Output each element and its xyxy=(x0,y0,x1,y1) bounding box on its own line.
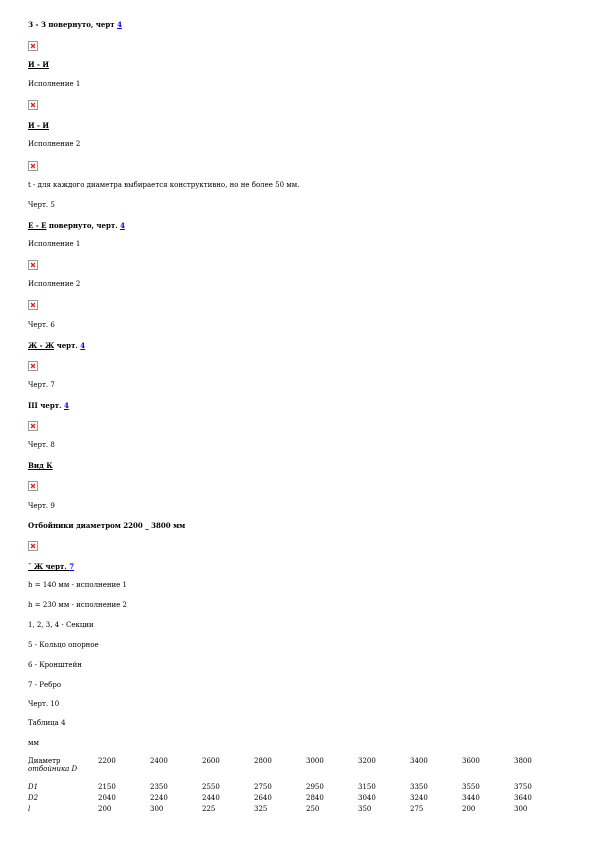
table-cell: 2950 xyxy=(306,783,324,791)
drawing-caption-6: Черт. 6 xyxy=(28,321,55,329)
broken-image-icon xyxy=(28,361,38,371)
section-heading-e xyxy=(28,221,125,230)
header-cell: 3000 xyxy=(306,757,324,765)
header-cell: 2400 xyxy=(150,757,168,765)
header-cell: 3600 xyxy=(462,757,480,765)
header-cell: 2800 xyxy=(254,757,272,765)
legend-item-rib: 7 - Ребро xyxy=(28,681,62,689)
table-cell: 3440 xyxy=(462,794,480,802)
drawing-caption-5: Черт. 5 xyxy=(28,201,55,209)
table-cell: 2350 xyxy=(150,783,168,791)
header-label xyxy=(28,757,98,773)
broken-image-icon xyxy=(28,421,38,431)
row-label: D1 xyxy=(28,783,39,791)
broken-image-icon xyxy=(28,260,38,270)
heading-text: повернуто, черт. xyxy=(46,221,121,230)
header-label-line: Диаметр xyxy=(28,757,61,765)
broken-image-icon xyxy=(28,300,38,310)
table-cell: 200 xyxy=(98,805,112,813)
heading-text: черт. xyxy=(54,341,81,350)
legend-item-sections: 1, 2, 3, 4 - Секции xyxy=(28,621,94,629)
header-cell: 3400 xyxy=(410,757,428,765)
heading-underlined: Е - Е xyxy=(28,221,47,230)
execution-label-1: Исполнение 1 xyxy=(28,240,81,248)
table-header-row xyxy=(28,757,566,773)
legend-item-h2: h = 230 мм - исполнение 2 xyxy=(28,601,127,609)
header-cell: 3200 xyxy=(358,757,376,765)
table-cell: 2550 xyxy=(202,783,220,791)
drawing-caption-7: Черт. 7 xyxy=(28,381,55,389)
table-cell: 275 xyxy=(410,805,424,813)
broken-image-icon xyxy=(28,161,38,171)
section-heading-view-k: Вид К xyxy=(28,461,53,470)
table-cell: 300 xyxy=(150,805,164,813)
legend-item-bracket: 6 - Кронштейн xyxy=(28,661,82,669)
drawing-link[interactable]: 4 xyxy=(63,401,69,410)
table-cell: 3550 xyxy=(462,783,480,791)
section-heading-i-1: И - И xyxy=(28,60,50,69)
section-heading-iii xyxy=(28,401,69,410)
table-cell: 3240 xyxy=(410,794,428,802)
table-cell: 2840 xyxy=(306,794,324,802)
drawing-caption-8: Черт. 8 xyxy=(28,441,55,449)
note-text: t - для каждого диаметра выбирается конструктивно, но не более 50 мм. xyxy=(28,181,300,189)
drawing-link[interactable]: 4 xyxy=(117,20,122,29)
table-cell: 2040 xyxy=(98,794,116,802)
header-label-line: отбойника D xyxy=(28,765,78,773)
table-cell: 300 xyxy=(514,805,528,813)
section-heading-zh-7 xyxy=(28,562,74,571)
broken-image-icon xyxy=(28,100,38,110)
table-caption: Таблица 4 xyxy=(28,719,66,727)
table-cell: 2640 xyxy=(254,794,272,802)
table-cell: 2150 xyxy=(98,783,116,791)
table-units: мм xyxy=(28,739,39,747)
drawing-caption-9: Черт. 9 xyxy=(28,502,55,510)
table-cell: 350 xyxy=(358,805,372,813)
table-cell: 250 xyxy=(306,805,320,813)
table-cell: 3350 xyxy=(410,783,428,791)
table-cell: 200 xyxy=(462,805,476,813)
broken-image-icon xyxy=(28,541,38,551)
dimensions-table xyxy=(28,757,566,813)
section-heading-z xyxy=(28,20,122,29)
header-cell: 3800 xyxy=(514,757,532,765)
broken-image-icon xyxy=(28,481,38,491)
table-cell: 3040 xyxy=(358,794,376,802)
table-row xyxy=(28,773,566,791)
drawing-link[interactable]: 4 xyxy=(80,341,86,350)
table-cell: 2750 xyxy=(254,783,272,791)
heading-underlined: Ж - Ж xyxy=(28,341,55,350)
heading-text: ¯ Ж черт. xyxy=(28,562,70,571)
execution-label-2: Исполнение 2 xyxy=(28,140,81,148)
table-cell: 325 xyxy=(254,805,268,813)
section-title: Отбойники диаметром 2200 _ 3800 мм xyxy=(28,521,186,530)
row-label: l xyxy=(28,805,31,813)
section-heading-i-2: И - И xyxy=(28,121,50,130)
drawing-link[interactable]: 4 xyxy=(120,221,125,230)
table-row xyxy=(28,802,566,813)
heading-text: З - З повернуто, черт xyxy=(28,20,118,29)
table-cell: 2440 xyxy=(202,794,220,802)
execution-label-1: Исполнение 1 xyxy=(28,80,81,88)
legend-item-h1: h = 140 мм - исполнение 1 xyxy=(28,581,127,589)
row-label: D2 xyxy=(28,794,39,802)
execution-label-2: Исполнение 2 xyxy=(28,280,81,288)
heading-text: III черт. xyxy=(28,401,64,410)
drawing-caption-10: Черт. 10 xyxy=(28,700,60,708)
table-row xyxy=(28,791,566,802)
table-cell: 3150 xyxy=(358,783,376,791)
table-cell: 2240 xyxy=(150,794,168,802)
header-cell: 2200 xyxy=(98,757,116,765)
header-cell: 2600 xyxy=(202,757,220,765)
table-cell: 3640 xyxy=(514,794,532,802)
broken-image-icon xyxy=(28,41,38,51)
section-heading-zh xyxy=(28,341,85,350)
table-cell: 3750 xyxy=(514,783,532,791)
drawing-link[interactable]: 7 xyxy=(69,562,75,571)
legend-item-ring: 5 - Кольцо опорное xyxy=(28,641,99,649)
table-cell: 225 xyxy=(202,805,216,813)
